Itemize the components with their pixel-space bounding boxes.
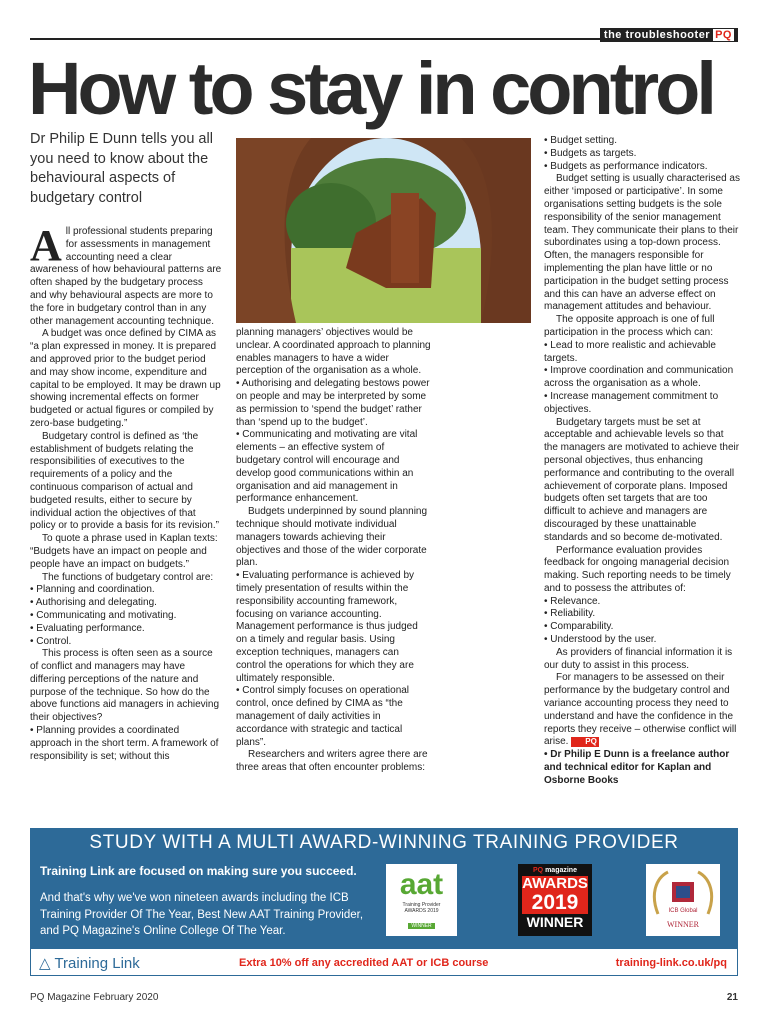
bullet-item: • Control. <box>30 635 72 647</box>
paragraph: Budgetary control is defined as ‘the establishment of budgets relating the responsibilities of executives to the requirements of a policy and the continuous comparison of actual and budgeted results, either to secure by individual action the objectives of that policy or to provide a basis for its revision.” <box>30 430 219 532</box>
bullet-item: • Budget setting. <box>544 135 617 146</box>
icb-badge-winner: WINNER <box>667 920 699 929</box>
icb-award-badge <box>646 864 720 936</box>
bullet-item: • Planning and coordination. <box>30 584 155 596</box>
paragraph-text: For managers to be assessed on their performance by the budgetary control and variance accounting process they need to understand and have the confidence in the reports they receive – otherwise conflict will arise. <box>544 672 737 748</box>
aat-badge-line1: Training Provider <box>402 902 441 908</box>
article-photo <box>236 138 531 323</box>
bullet-item: • Comparability. <box>544 621 614 633</box>
paragraph: Budgets underpinned by sound planning technique should motivate individual managers towards achieving their objectives and those of the wider corporate plan. <box>236 506 428 569</box>
advert-banner[interactable] <box>30 828 738 948</box>
bullet-item: • Evaluating performance. <box>30 622 145 634</box>
bullet-item: • Budgets as performance indicators. <box>544 160 708 172</box>
bullet-item: • Improve coordination and communication across the organisation as a whole. <box>544 365 734 390</box>
pq-badge-winner: WINNER <box>526 914 584 930</box>
advert-offer: Extra 10% off any accredited AAT or ICB course <box>239 957 489 969</box>
advert-body: And that's why we've won nineteen awards including the ICB Training Provider Of The Year, Best New AAT Training Provider, and PQ Magazine's Online College Of The Year. <box>40 892 364 937</box>
advert-url-link[interactable]: training-link.co.uk/pq <box>615 957 727 969</box>
bullet-item: • Communicating and motivating are vital elements – an effective system of budgetary control will encourage and develop good communications within an organisation and aid management in performance enhancement. <box>236 429 418 505</box>
paragraph: Budgetary targets must be set at acceptable and achievable levels so that the managers are motivated to achieve their personal objectives, thus enhancing performance and contributing to the overall achievement of corporate plans. Imposed budgets often set targets that are too difficult to achieve and managers are discouraged by these unattainable standards and so become de-motivated. <box>544 416 740 543</box>
section-label <box>600 28 738 42</box>
pq-badge-year: 2019 <box>522 892 588 914</box>
paragraph: A budget was once defined by CIMA as “a plan expressed in money. It is prepared and approved prior to the budget period and may show income, expenditure and capital to be employed. It may be drawn up showing incremental effects on former budgeted or actual figures or compiled by zero-base budgeting.” <box>30 328 221 429</box>
section-pq-logo: PQ <box>715 29 732 41</box>
aat-badge-tag: WINNER <box>408 923 434 929</box>
tower-icon: △ <box>39 955 51 972</box>
page-number: 21 <box>726 992 738 1003</box>
end-mark-pq: PQ <box>571 737 599 747</box>
bullet-item: • Increase management commitment to objectives. <box>544 390 719 415</box>
bullet-item: • Communicating and motivating. <box>30 609 177 621</box>
standfirst: Dr Philip E Dunn tells you all you need to know about the behavioural aspects of budgetary control <box>30 131 213 206</box>
advert-headline: STUDY WITH A MULTI AWARD-WINNING TRAINING PROVIDER <box>89 832 679 853</box>
bullet-item: • Evaluating performance is achieved by timely presentation of results within the responsibility accounting framework, focusing on variance accounting. Management performance is thus judged on a timely and regular basis. Using exception techniques, managers can control the operations for which they are ultimately responsible. <box>236 570 418 684</box>
pq-badge-awards: AWARDS <box>522 875 588 892</box>
logo-text: Training Link <box>54 955 140 972</box>
article-column-3 <box>544 135 740 788</box>
footer-publication: PQ Magazine February 2020 <box>30 992 159 1003</box>
aat-badge-line2: AWARDS 2019 <box>404 908 439 914</box>
section-label-text: the troubleshooter <box>603 29 711 41</box>
paragraph: Researchers and writers agree there are three areas that often encounter problems: <box>236 749 428 774</box>
icb-badge-label: ICB Global <box>668 908 698 914</box>
article-column-1 <box>30 221 222 763</box>
paragraph <box>544 672 740 749</box>
pq-badge-top <box>518 867 592 874</box>
pq-badge-magazine: magazine <box>545 867 577 874</box>
aat-award-badge <box>386 864 457 936</box>
bullet-item: • Planning provides a coordinated approach in the short term. A framework of responsibility is set; without this <box>30 725 219 762</box>
advert-footer-strip[interactable] <box>30 948 738 976</box>
advert-focus-line: Training Link are focused on making sure you succeed. <box>40 864 357 878</box>
bullet-item: • Lead to more realistic and achievable targets. <box>544 339 716 364</box>
drop-cap: A <box>30 221 62 270</box>
paragraph: As providers of financial information it is our duty to assist in this process. <box>544 646 733 671</box>
author-bio: • Dr Philip E Dunn is a freelance author and technical editor for Kaplan and Osborne Books <box>544 749 730 786</box>
paragraph: This process is often seen as a source of conflict and managers may have differing perceptions of the nature and purpose of the technique. So how do the above functions aid managers in achieving their objectives? <box>30 648 220 724</box>
paragraph: Performance evaluation provides feedback for ongoing managerial decision making. Such reporting needs to be timely and to possess the attributes of: <box>544 544 731 594</box>
article-headline: How to stay in control <box>28 47 713 130</box>
paragraph: Budget setting is usually characterised as either ‘imposed or participative’. In some organisations setting budgets is the sole responsibility of the senior management team. They communicate their plans to their subordinates using a top-down process. Often, the managers responsible for implementing the plan have little or no participation in the budget setting process and this can have an adverse effect on management attitudes and behaviour. <box>544 173 740 313</box>
bullet-item: • Understood by the user. <box>544 634 657 646</box>
sculpture-park-image <box>236 138 531 323</box>
pq-awards-badge <box>518 864 592 936</box>
aat-logo: aat <box>399 868 444 901</box>
training-link-logo[interactable] <box>39 954 140 972</box>
paragraph: To quote a phrase used in Kaplan texts: “Budgets have an impact on people and people have an impact on budgets.” <box>30 533 218 570</box>
bullet-item: • Control simply focuses on operational control, once defined by CIMA as “the management of daily activities in accordance with strategic and tactical plans”. <box>236 685 410 748</box>
pq-badge-pq: PQ <box>533 867 544 874</box>
paragraph: The opposite approach is one of full participation in the process which can: <box>544 314 715 338</box>
bullet-item: • Authorising and delegating bestows power on people and may be interpreted by some as permission to ‘spend the budget’ rather than ‘spend up to the budget’. <box>236 378 430 428</box>
paragraph: The functions of budgetary control are: <box>42 571 214 583</box>
paragraph-text: ll professional students preparing for assessments in management accounting need a clear awareness of how behavioural patterns are often shaped by the budgetary process and why behavioural aspects are more to the fore in budgetary control than in any other management accounting technique. <box>30 226 222 327</box>
paragraph: planning managers’ objectives would be unclear. A coordinated approach to planning enables managers to have a wider perception of the organisation as a whole. <box>236 327 431 377</box>
article-column-2 <box>236 327 431 775</box>
paragraph <box>30 221 222 328</box>
bullet-item: • Relevance. <box>544 595 601 607</box>
bullet-item: • Budgets as targets. <box>544 147 637 159</box>
bullet-item: • Authorising and delegating. <box>30 597 157 609</box>
bullet-item: • Reliability. <box>544 608 596 620</box>
